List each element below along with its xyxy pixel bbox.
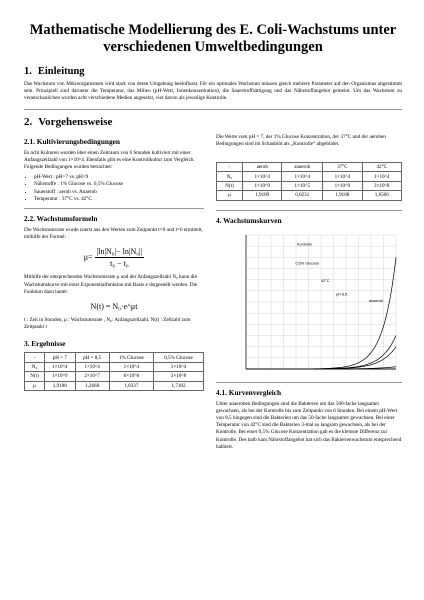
list-item: • Temperatur : 37°C vs. 42°C [34,196,204,203]
left-column [24,132,204,451]
table-row: N(t) 1×10^9 1×10^5 1×10^9 3×10^8 [217,181,402,190]
table-row: N₀ 1×10^4 1×10^4 1×10^4 1×10^4 [25,362,204,371]
series-label: 0,5% Glucose [295,260,320,265]
subsection-heading-4: 4. Wachstumskurven [216,215,282,225]
subsection-heading-4-1: 4.1. Kurvenvergleich [216,387,282,397]
two-column-body [24,132,402,451]
right-column [216,132,402,451]
series-label: anaerob [369,298,383,303]
results-table-right [216,162,402,201]
divider [24,208,204,209]
divider [216,210,402,211]
list-item: • Nährstoffe : 1% Glucose vs. 0,5% Glucose [34,181,204,188]
list-item: • pH-Wert : pH=7 vs. pH=9 [34,174,204,181]
list-item: • Sauerstoff : aerob vs. Anaerob [34,189,204,196]
subsection-heading-2-2: 2.2. Wachstumsformeln [24,214,98,224]
series-label: Kontrolle [297,242,312,247]
function-intro: Mithilfe der entsprechenden Wachstumsrate μ und der Anfangszellzahl N₀ kann die Wachstumskurve mit einer Exponentialfunktion mit Basis e dargestellt werden. Die Funktion dazu lautet: [24,274,198,295]
growth-curves-svg [216,229,402,377]
series-label: 42°C [321,278,330,283]
results-table-left [24,352,204,391]
table-row: N(t) 1×10^9 2×10^7 6×10^8 3×10^8 [25,372,204,381]
table-header-row: - pH = 7 pH = 8,5 1% Glucose 0,5% Glucose [25,353,204,362]
formula-intro: Die Wachstumsrate wurde zuerst aus den Werten zum Zeitpunkt t=0 und t=6 ermittelt, mithilfe der Formel: [24,227,203,241]
divider [216,382,402,383]
table-row: N₀ 1×10^4 1×10^4 1×10^4 1×10^4 [217,172,402,181]
variables-legend: t : Zeit in Stunden, μ : Wachstumsrate , N₀: Anfangszellzahl, N(t) : Zellzahl zum Zeitpunkt t [24,317,191,331]
intro-paragraph: Das Wachstum von Mikroorganismen wird stark von deren Umgebung beeinflusst. Für ein optimales Wachstum müssen gleich mehrere Parameter auf den Organismus abgestimmt sein. Prinzipiell sind darunter die Temperatur, das Milieu (pH-Wert, Ionenkonzentration), die Sauerstoffsättigung und das Nährstoffangebot gemeint. Um das Wachstum zu veranschaulichen wurden acht verschiedene Medien angesetzt, vier davon als jeweilige Kontrolle. [24,81,402,102]
subsection-heading-2-1: 2.1. Kultivierungsbedingungen [24,136,120,146]
cultivation-paragraph: Es acht Kulturen wurden über einen Zeitraum von 6 Stunden kultiviert mit einer Anfangszellzahl von 1×10^4. Ebenfalls gibt es eine Kontrollkultur zum Vergleich. Folgende Bedingungen wurden betrachtet: [24,149,195,171]
series-label: pH 8,5 [336,291,348,296]
comparison-paragraph: Unter anaeroben Bedingungen sind die Bakterien um das 500-fache langsamer gewachsen, als bei der Kontrolle bis zum Zeitpunkt von 6 Stunden. Bei einem pH-Wert von 8,5 hingegen sind die Bakterien um das 50-fache langsamer gewachsen. Bei einer Temperatur von 42°C sind die Bakterien 3-mal so langsam gewachsen, als bei der Kontrolle. Bei einer 0,5% Glucose Konzentration gab es die kleinste Differenz zur Kontrolle. Des halb kam Nährstoffangebot hat sich das Bakterienwachstum entsprechend halbiert. [216,400,402,450]
table-row: μ 1,9189 0,8231 1,9188 1,6506 [217,191,402,200]
table-row: μ 1,9188 1,2668 1,8337 1,7182 [25,381,204,390]
exponential-formula: N(t) = N₀·e^μt [90,302,138,312]
divider [24,109,402,110]
section-heading-2: 2. Vorgehensweise [24,115,113,128]
table-header-row: - aerob anaerob 37°C 42°C [217,163,402,172]
growth-curves-chart [216,229,402,377]
section-heading-1: 1. Einleitung [24,66,85,77]
document-title: Mathematische Modellierung des E. Coli-Wachstums unter verschiedenen Umweltbedingungen [29,22,397,55]
control-note: Die Werte vom pH = 7, der 1% Glucose Konzentration, der 37°C und der aeroben Bedingungen sind im Schaubild als „Kontrolle“ abgebildet. [216,133,386,147]
subsection-heading-3: 3. Ergebnisse [24,339,66,349]
conditions-list [24,174,204,203]
growth-rate-formula: μ= $\frac{\text{|ln|N₆|− ln|N₀||}}{\text{t₆ − t₀}}$ [83,247,143,269]
